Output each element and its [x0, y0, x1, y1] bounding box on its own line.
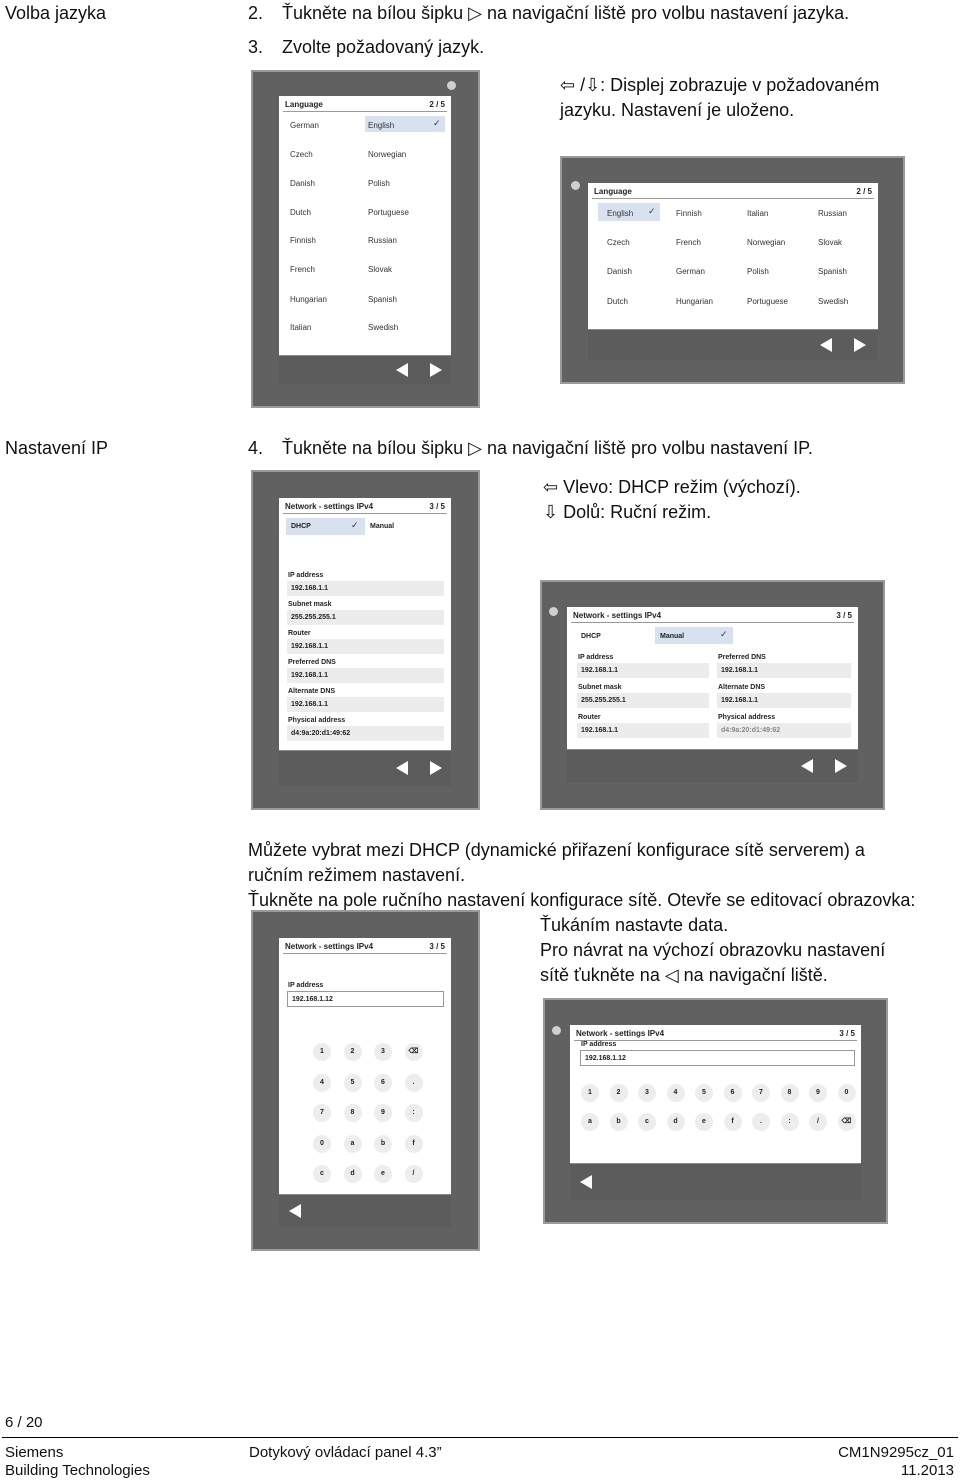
field-label: IP address — [288, 572, 324, 579]
language-option[interactable]: French — [676, 238, 701, 247]
language-option[interactable]: Hungarian — [290, 295, 327, 304]
edit-screen — [279, 938, 451, 1194]
screen-title: Language — [285, 100, 323, 109]
language-option[interactable]: Swedish — [818, 297, 849, 306]
result-text: jazyku. Nastavení je uloženo. — [560, 100, 795, 120]
edit-screen — [570, 1025, 861, 1163]
keypad-key[interactable]: 7 — [752, 1084, 770, 1102]
backspace-key[interactable]: ⌫ — [838, 1113, 856, 1131]
keypad-key[interactable]: 3 — [374, 1043, 392, 1061]
nav-back-icon[interactable] — [396, 363, 408, 377]
language-option[interactable]: Portuguese — [368, 208, 409, 217]
keypad-key[interactable]: 9 — [809, 1084, 827, 1102]
paragraph-line: Můžete vybrat mezi DHCP (dynamické přiřazení konfigurace sítě serverem) a — [248, 840, 865, 860]
keypad-key[interactable]: e — [695, 1113, 713, 1131]
language-option[interactable]: English — [368, 121, 395, 130]
preferred-dns-field[interactable]: 192.168.1.1 — [287, 668, 444, 683]
field-label: IP address — [578, 654, 614, 661]
screen-page: 2 / 5 — [429, 100, 445, 109]
language-option[interactable]: Portuguese — [747, 297, 788, 306]
screen-title: Network - settings IPv4 — [285, 502, 374, 511]
backspace-key[interactable]: ⌫ — [405, 1043, 423, 1061]
paragraph-line: ručním režimem nastavení. — [248, 865, 466, 885]
device-language-landscape — [560, 156, 905, 384]
footer-company: Siemens — [5, 1444, 64, 1461]
alternate-dns-field[interactable]: 192.168.1.1 — [717, 693, 851, 708]
keypad-key[interactable]: e — [374, 1165, 392, 1183]
network-screen — [567, 607, 858, 749]
check-icon: ✓ — [351, 520, 359, 530]
field-label: IP address — [581, 1041, 617, 1048]
language-option[interactable]: Danish — [290, 179, 315, 188]
keypad-key[interactable]: c — [638, 1113, 656, 1131]
manual-label: Manual — [660, 633, 685, 640]
screen-title: Network - settings IPv4 — [576, 1029, 665, 1038]
status-led — [549, 607, 558, 616]
router-field[interactable]: 192.168.1.1 — [287, 639, 444, 654]
alternate-dns-field[interactable]: 192.168.1.1 — [287, 697, 444, 712]
result-text: ⇦ /⇩: Displej zobrazuje v požadovaném — [560, 75, 880, 95]
keypad-key[interactable]: 6 — [374, 1074, 392, 1092]
language-option[interactable]: English — [607, 209, 634, 218]
field-label: IP address — [288, 982, 324, 989]
field-label: Alternate DNS — [718, 684, 766, 691]
screen-title: Network - settings IPv4 — [285, 942, 374, 951]
ip-address-input[interactable]: 192.168.1.12 — [287, 991, 444, 1007]
status-led — [552, 1026, 561, 1035]
ip-address-input[interactable]: 192.168.1.12 — [580, 1050, 855, 1066]
dhcp-label: DHCP — [291, 523, 311, 530]
field-label: Router — [288, 630, 311, 637]
dhcp-option[interactable]: DHCP — [581, 633, 601, 640]
screen-page: 3 / 5 — [836, 611, 852, 620]
physical-address-field: d4:9a:20:d1:49:62 — [287, 726, 444, 741]
navigation-bar — [588, 329, 878, 360]
navigation-bar — [570, 1163, 861, 1200]
status-led — [447, 81, 456, 90]
language-option[interactable]: Polish — [747, 267, 769, 276]
field-label: Physical address — [288, 717, 346, 724]
check-icon: ✓ — [433, 118, 441, 128]
navigation-bar — [279, 355, 451, 384]
nav-forward-icon[interactable] — [835, 759, 847, 773]
network-screen — [279, 498, 451, 750]
keypad-key[interactable]: . — [405, 1074, 423, 1092]
paragraph-line: Ťukáním nastavte data. — [540, 915, 729, 935]
physical-address-field: d4:9a:20:d1:49:62 — [717, 723, 851, 738]
keypad-key[interactable]: c — [313, 1165, 331, 1183]
language-option[interactable]: Spanish — [368, 295, 397, 304]
device-network-landscape — [540, 580, 885, 810]
footer-division: Building Technologies — [5, 1462, 150, 1479]
language-option[interactable]: Italian — [290, 323, 312, 332]
result-text: ⇩ Dolů: Ruční režim. — [543, 502, 712, 522]
keypad-key[interactable]: 9 — [374, 1104, 392, 1122]
keypad-key[interactable]: d — [344, 1165, 362, 1183]
status-led — [571, 181, 580, 190]
keypad-key[interactable]: / — [405, 1165, 423, 1183]
nav-forward-icon[interactable] — [430, 363, 442, 377]
keypad-key[interactable]: 8 — [781, 1084, 799, 1102]
field-label: Subnet mask — [288, 601, 332, 608]
language-option[interactable]: Slovak — [368, 265, 393, 274]
keypad-key[interactable]: 1 — [313, 1043, 331, 1061]
keypad-key[interactable]: 6 — [724, 1084, 742, 1102]
field-label: Preferred DNS — [288, 659, 336, 666]
keypad-key[interactable]: / — [809, 1113, 827, 1131]
step-number: 4. — [248, 438, 264, 458]
language-option[interactable]: Czech — [290, 150, 313, 159]
language-option[interactable]: Swedish — [368, 323, 399, 332]
screen-page: 3 / 5 — [839, 1029, 855, 1038]
navigation-bar — [279, 750, 451, 786]
language-option[interactable]: Danish — [607, 267, 632, 276]
step-number: 3. — [248, 37, 264, 57]
keypad-key[interactable]: 2 — [610, 1084, 628, 1102]
field-label: Alternate DNS — [288, 688, 336, 695]
language-option[interactable]: Finnish — [676, 209, 702, 218]
keypad-key[interactable]: 1 — [581, 1084, 599, 1102]
keypad-key[interactable]: 0 — [838, 1084, 856, 1102]
nav-back-icon[interactable] — [580, 1175, 592, 1189]
language-option[interactable]: Finnish — [290, 236, 316, 245]
keypad-key[interactable]: 5 — [695, 1084, 713, 1102]
language-option[interactable]: Hungarian — [676, 297, 713, 306]
language-option[interactable]: Czech — [607, 238, 630, 247]
step-text: Zvolte požadovaný jazyk. — [282, 37, 485, 57]
section-label-language: Volba jazyka — [5, 3, 107, 23]
nav-back-icon[interactable] — [801, 759, 813, 773]
language-option[interactable]: Norwegian — [747, 238, 786, 247]
keypad-key[interactable]: d — [667, 1113, 685, 1131]
screen-title: Network - settings IPv4 — [573, 611, 662, 620]
page-number: 6 / 20 — [5, 1414, 43, 1431]
screen-page: 3 / 5 — [429, 502, 445, 511]
field-label: Subnet mask — [578, 684, 622, 691]
ip-address-field[interactable]: 192.168.1.1 — [577, 663, 709, 678]
language-option[interactable]: Polish — [368, 179, 390, 188]
language-option[interactable]: French — [290, 265, 315, 274]
language-option[interactable]: Russian — [818, 209, 847, 218]
navigation-bar — [567, 749, 858, 782]
result-text: ⇦ Vlevo: DHCP režim (výchozí). — [543, 477, 801, 497]
keypad-key[interactable]: b — [610, 1113, 628, 1131]
subnet-mask-field[interactable]: 255.255.255.1 — [577, 693, 709, 708]
step-text: Ťukněte na bílou šipku ▷ na navigační liště pro volbu nastavení IP. — [282, 438, 813, 458]
language-option[interactable]: German — [676, 267, 705, 276]
nav-forward-icon[interactable] — [430, 761, 442, 775]
paragraph-line: sítě ťukněte na ◁ na navigační liště. — [540, 965, 828, 985]
keypad-key[interactable]: a — [581, 1113, 599, 1131]
field-label: Preferred DNS — [718, 654, 766, 661]
nav-forward-icon[interactable] — [854, 338, 866, 352]
router-field[interactable]: 192.168.1.1 — [577, 723, 709, 738]
screen-page: 3 / 5 — [429, 942, 445, 951]
keypad-key[interactable]: 4 — [667, 1084, 685, 1102]
language-option[interactable]: Russian — [368, 236, 397, 245]
paragraph-line: Pro návrat na výchozí obrazovku nastavení — [540, 940, 886, 960]
language-screen — [279, 96, 451, 355]
keypad-key[interactable]: 0 — [313, 1135, 331, 1153]
keypad-key[interactable]: 3 — [638, 1084, 656, 1102]
device-network-portrait — [251, 470, 480, 810]
language-option[interactable]: Slovak — [818, 238, 843, 247]
keypad-key[interactable]: b — [374, 1135, 392, 1153]
keypad-key[interactable]: a — [344, 1135, 362, 1153]
keypad-key[interactable]: 5 — [344, 1074, 362, 1092]
footer-doc-id: CM1N9295cz_01 — [838, 1444, 954, 1461]
keypad-key[interactable]: 7 — [313, 1104, 331, 1122]
manual-option[interactable]: Manual — [370, 523, 395, 530]
language-option[interactable]: German — [290, 121, 319, 130]
field-label: Physical address — [718, 714, 776, 721]
keypad-key[interactable]: f — [724, 1113, 742, 1131]
keypad-key[interactable]: 2 — [344, 1043, 362, 1061]
nav-back-icon[interactable] — [289, 1204, 301, 1218]
language-screen — [588, 183, 878, 329]
language-option[interactable]: Dutch — [607, 297, 628, 306]
keypad-key[interactable]: 8 — [344, 1104, 362, 1122]
language-option[interactable]: Spanish — [818, 267, 847, 276]
field-label: Router — [578, 714, 601, 721]
nav-back-icon[interactable] — [820, 338, 832, 352]
footer-product: Dotykový ovládací panel 4.3” — [249, 1444, 442, 1461]
device-edit-portrait — [251, 910, 480, 1251]
check-icon: ✓ — [720, 629, 728, 639]
section-label-ip: Nastavení IP — [5, 438, 109, 458]
keypad-key[interactable]: 4 — [313, 1074, 331, 1092]
subnet-mask-field[interactable]: 255.255.255.1 — [287, 610, 444, 625]
nav-back-icon[interactable] — [396, 761, 408, 775]
navigation-bar — [279, 1194, 451, 1227]
ip-address-field[interactable]: 192.168.1.1 — [287, 581, 444, 596]
footer-divider — [2, 1437, 958, 1438]
paragraph-line: Ťukněte na pole ručního nastavení konfigurace sítě. Otevře se editovací obrazovka: — [248, 890, 916, 910]
keypad-key[interactable]: . — [752, 1113, 770, 1131]
keypad-key[interactable]: : — [405, 1104, 423, 1122]
device-language-portrait — [251, 70, 480, 408]
device-edit-landscape — [543, 998, 888, 1224]
language-option[interactable]: Dutch — [290, 208, 311, 217]
keypad-key[interactable]: f — [405, 1135, 423, 1153]
language-option[interactable]: Norwegian — [368, 150, 407, 159]
preferred-dns-field[interactable]: 192.168.1.1 — [717, 663, 851, 678]
screen-page: 2 / 5 — [856, 187, 872, 196]
language-option[interactable]: Italian — [747, 209, 769, 218]
step-number: 2. — [248, 3, 264, 23]
keypad-key[interactable]: : — [781, 1113, 799, 1131]
check-icon: ✓ — [648, 206, 656, 216]
step-text: Ťukněte na bílou šipku ▷ na navigační liště pro volbu nastavení jazyka. — [282, 3, 850, 23]
screen-title: Language — [594, 187, 632, 196]
footer-date: 11.2013 — [900, 1462, 954, 1479]
